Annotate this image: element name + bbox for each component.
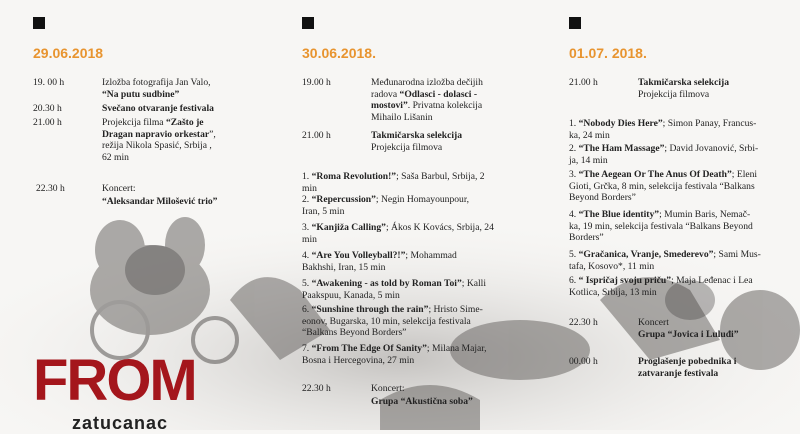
event-text: Projekcija filmova [638, 88, 710, 100]
event-text: Projekcija filmova [371, 141, 443, 153]
event-title: Grupa “Akustična soba” [371, 396, 473, 407]
film-entry: 2. “The Ham Massage”; David Jovanović, Srbi- [569, 143, 759, 154]
event-time: 20.30 h [33, 103, 62, 114]
event-title: Svečano otvaranje festivala [102, 103, 214, 114]
film-entry: 4. “Are You Volleyball?!”; Mohammad [302, 250, 457, 261]
event-time: 21.00 h [33, 117, 62, 128]
event-title: Takmičarska selekcija [371, 130, 463, 141]
event-text: Mihailo Lišanin [371, 111, 433, 123]
event-time: 22.30 h [302, 383, 331, 394]
event-text: Koncert: [371, 383, 405, 394]
event-time: 22.30 h [36, 183, 65, 194]
festival-logo: FROM [33, 348, 196, 413]
film-entry: “Balkans Beyond Borders” [302, 327, 407, 338]
event-text: 62 min [102, 151, 129, 163]
event-title: Grupa “Jovica i Luluđi” [638, 328, 739, 340]
film-entry: Bosna i Hercegovina, 27 min [302, 354, 415, 366]
event-text: režija Nikola Spasić, Srbija , [102, 140, 212, 151]
film-entry: 4. “The Blue identity”; Mumin Baris, Nemač- [569, 209, 751, 220]
film-entry: eonov, Bugarska, 10 min, selekcija festivala [302, 315, 471, 327]
film-entry: ja, 14 min [569, 154, 608, 166]
event-time: 00.00 h [569, 356, 598, 367]
date-heading-day3: 01.07. 2018. [569, 45, 647, 61]
film-entry: 5. “Awakening - as told by Roman Toi”; Kalli [302, 278, 487, 289]
marker-square-1 [33, 17, 45, 29]
film-entry: Paakspuu, Kanada, 5 min [302, 289, 400, 301]
date-heading-day1: 29.06.2018 [33, 45, 104, 61]
film-entry: 3. “Kanjiža Calling”; Ákos K Kovács, Srbija, 24 [302, 222, 494, 233]
event-text: Koncert: [102, 183, 136, 194]
film-entry: min [302, 233, 317, 245]
event-text: Dragan napravio orkestar”, [102, 128, 216, 140]
event-time: 22.30 h [569, 317, 598, 328]
film-entry: Iran, 5 min [302, 205, 345, 217]
marker-square-2 [302, 17, 314, 29]
event-text: Međunarodna izložba dečijih [371, 77, 483, 88]
film-entry: Bakhshi, Iran, 15 min [302, 261, 386, 273]
event-text: mostovi”. Privatna kolekcija [371, 100, 483, 111]
event-text: Izložba fotografija Jan Valo, [102, 77, 211, 88]
film-entry: 6. “ Ispričaj svoju priču”; Maja Leđenac i Lea [569, 275, 753, 286]
event-time: 19.00 h [302, 77, 331, 88]
film-entry: 3. “The Aegean Or The Anus Of Death”; Eleni [569, 169, 758, 180]
film-entry: ka, 19 min, selekcija festivala “Balkans Beyond [569, 220, 753, 232]
film-entry: 6. “Sunshine through the rain”; Hristo Simе- [302, 304, 483, 315]
festival-logo-subtitle: zatucanac [72, 413, 169, 433]
film-entry: Borders” [569, 232, 604, 243]
event-title: Takmičarska selekcija [638, 77, 730, 88]
film-entry: Gioti, Grčka, 8 min, selekcija festivala “Balkans [569, 180, 755, 192]
film-entry: 5. “Gračanica, Vranje, Smederevo”; Sami Mus- [569, 249, 761, 260]
film-entry: ka, 24 min [569, 129, 610, 141]
event-time: 19. 00 h [33, 77, 65, 88]
event-text: radova “Odlasci - dolasci - [371, 88, 478, 100]
event-time: 21.00 h [302, 130, 331, 141]
film-entry: 1. “Roma Revolution!”; Saša Barbul, Srbija, 2 [302, 171, 485, 182]
event-title: “Aleksandar Milošević trio” [102, 196, 218, 207]
event-title: Proglašenje pobednika i [638, 356, 737, 367]
film-entry: Beyond Borders” [569, 192, 636, 203]
film-entry: 1. “Nobody Dies Here”; Simon Panay, Francus- [569, 118, 757, 129]
event-text: Projekcija filma “Zašto je [102, 117, 204, 128]
event-text: Koncert [638, 317, 669, 328]
film-entry: 7. “From The Edge Of Sanity”; Milana Majar, [302, 343, 487, 354]
date-heading-day2: 30.06.2018. [302, 45, 376, 61]
film-entry: tafa, Kosovo*, 11 min [569, 260, 655, 272]
event-time: 21.00 h [569, 77, 598, 88]
marker-square-3 [569, 17, 581, 29]
film-entry: min [302, 182, 317, 194]
film-entry: 2. “Repercussion”; Negin Homayounpour, [302, 194, 470, 205]
event-title: zatvaranje festivala [638, 367, 719, 379]
event-title: “Na putu sudbine” [102, 88, 180, 100]
film-entry: Kotlica, Srbija, 13 min [569, 286, 657, 298]
